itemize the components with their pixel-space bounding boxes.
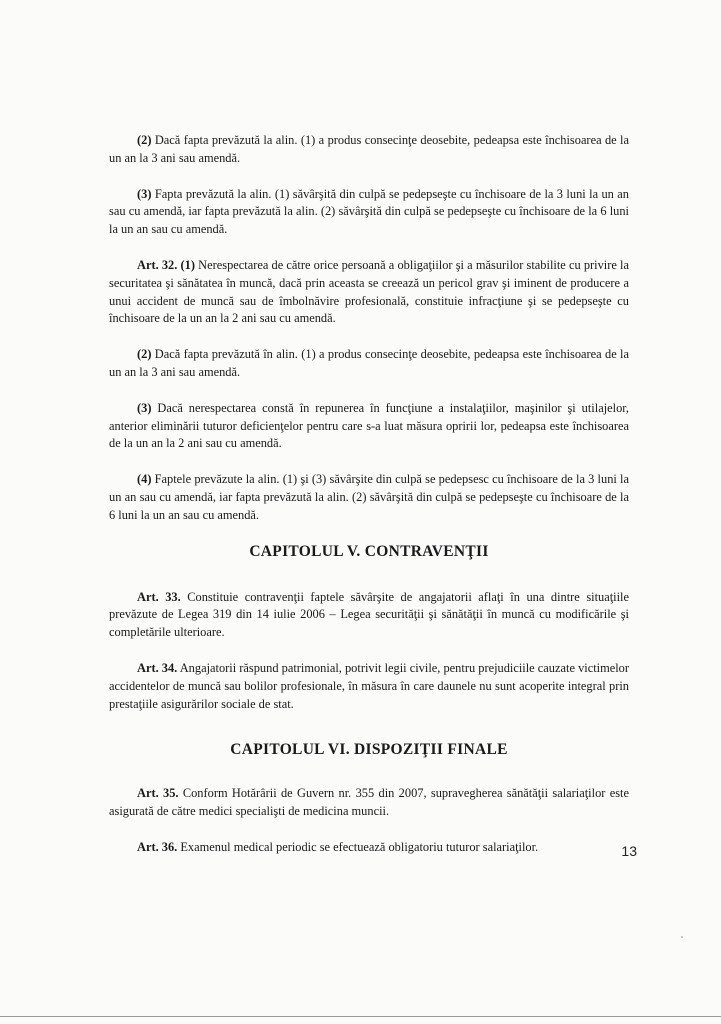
paragraph-label: (2) (137, 133, 152, 147)
chapter-heading-vi: CAPITOLUL VI. DISPOZIŢII FINALE (230, 741, 508, 759)
paragraph-art31-alin2 (109, 132, 629, 168)
paragraph-art36 (109, 839, 629, 857)
page-number: 13 (621, 843, 637, 859)
paragraph-text: Nerespectarea de către orice persoană a obligaţiilor şi a măsurilor stabilite cu privire la securitatea şi sănătatea în muncă, dacă prin aceasta se creează un pericol grav şi iminent de producere a unui accident de muncă sau de îmbolnăvire profesională, constituie infracţiune şi se pedepseşte cu închisoare de la un an la 2 ani sau cu amendă. (109, 257, 629, 326)
paragraph-label: (2) (137, 347, 152, 362)
paragraph-label: (3) (137, 186, 152, 201)
paragraph-label: Art. 35. (137, 786, 179, 801)
paragraph-text: Dacă nerespectarea constă în repunerea în funcţiune a instalaţiilor, maşinilor şi utilajelor, anterior eliminării tuturor deficienţelor pentru care s-a luat măsura opririi lor, pedeapsa este închisoarea de la un an la 2 ani sau cu amendă. (109, 400, 629, 451)
paragraph-art33 (109, 589, 629, 642)
paragraph-text: Examenul medical periodic se efectuează obligatoriu tuturor salariaţilor. (177, 839, 539, 854)
paragraph-label: Art. 32. (1) (137, 257, 195, 272)
paragraph-label: (3) (137, 400, 152, 415)
paragraph-text: Faptele prevăzute la alin. (1) şi (3) săvârşite din culpă se pedepsesc cu închisoare de la 3 luni la un an sau cu amendă, iar fapta prevăzută la alin. (2) săvârşită din culpă se pedepseşte cu închisoare de la 6 luni la un an sau cu amendă. (109, 472, 629, 522)
paragraph-art32-alin3 (109, 400, 629, 453)
paragraph-text: Angajatorii răspund patrimonial, potrivit legii civile, pentru prejudiciile cauzate victimelor accidentelor de muncă sau bolilor profesionale, în măsura în care daunele nu sunt acoperite integral prin prestaţiile asigurărilor sociale de stat. (109, 660, 629, 711)
scan-speck (681, 936, 683, 938)
paragraph-art32-alin2 (109, 346, 629, 382)
paragraph-label: Art. 33. (137, 589, 181, 604)
paragraph-label: Art. 34. (137, 660, 178, 675)
page-body (109, 132, 629, 875)
paragraph-text: Dacă fapta prevăzută la alin. (1) a produs consecinţe deosebite, pedeapsa este închisoarea de la un an la 3 ani sau amendă. (109, 133, 629, 165)
paragraph-text: Conform Hotărârii de Guvern nr. 355 din 2007, supravegherea sănătăţii salariaţilor este asigurată de către medici specialişti de medicina muncii. (109, 786, 629, 819)
paragraph-art32-alin4 (109, 471, 629, 524)
paragraph-art34 (109, 660, 629, 713)
paragraph-label: Art. 36. (137, 839, 178, 854)
paragraph-art31-alin3 (109, 186, 629, 239)
paragraph-art35 (109, 785, 629, 821)
paragraph-text: Constituie contravenţii faptele săvârşite de angajatorii aflaţi în una dintre situaţiile prevăzute de Legea 319 din 14 iulie 2006 – Legea securităţii şi sănătăţii în muncă cu modificările şi completările ulterioare. (109, 589, 629, 640)
paragraph-art32-alin1 (109, 257, 629, 328)
page-bottom-edge (0, 1016, 721, 1017)
paragraph-text: Dacă fapta prevăzută în alin. (1) a produs consecinţe deosebite, pedeapsa este închisoarea de la un an la 3 ani sau amendă. (109, 347, 629, 379)
paragraph-label: (4) (137, 472, 152, 487)
chapter-heading-v: CAPITOLUL V. CONTRAVENŢII (249, 542, 489, 560)
paragraph-text: Fapta prevăzută la alin. (1) săvârşită din culpă se pedepseşte cu închisoare de la 3 luni la un an sau cu amendă, iar fapta prevăzută la alin. (2) săvârşită din culpă se pedepseşte cu închisoare de la 6 luni la un an sau cu amendă. (109, 186, 629, 237)
